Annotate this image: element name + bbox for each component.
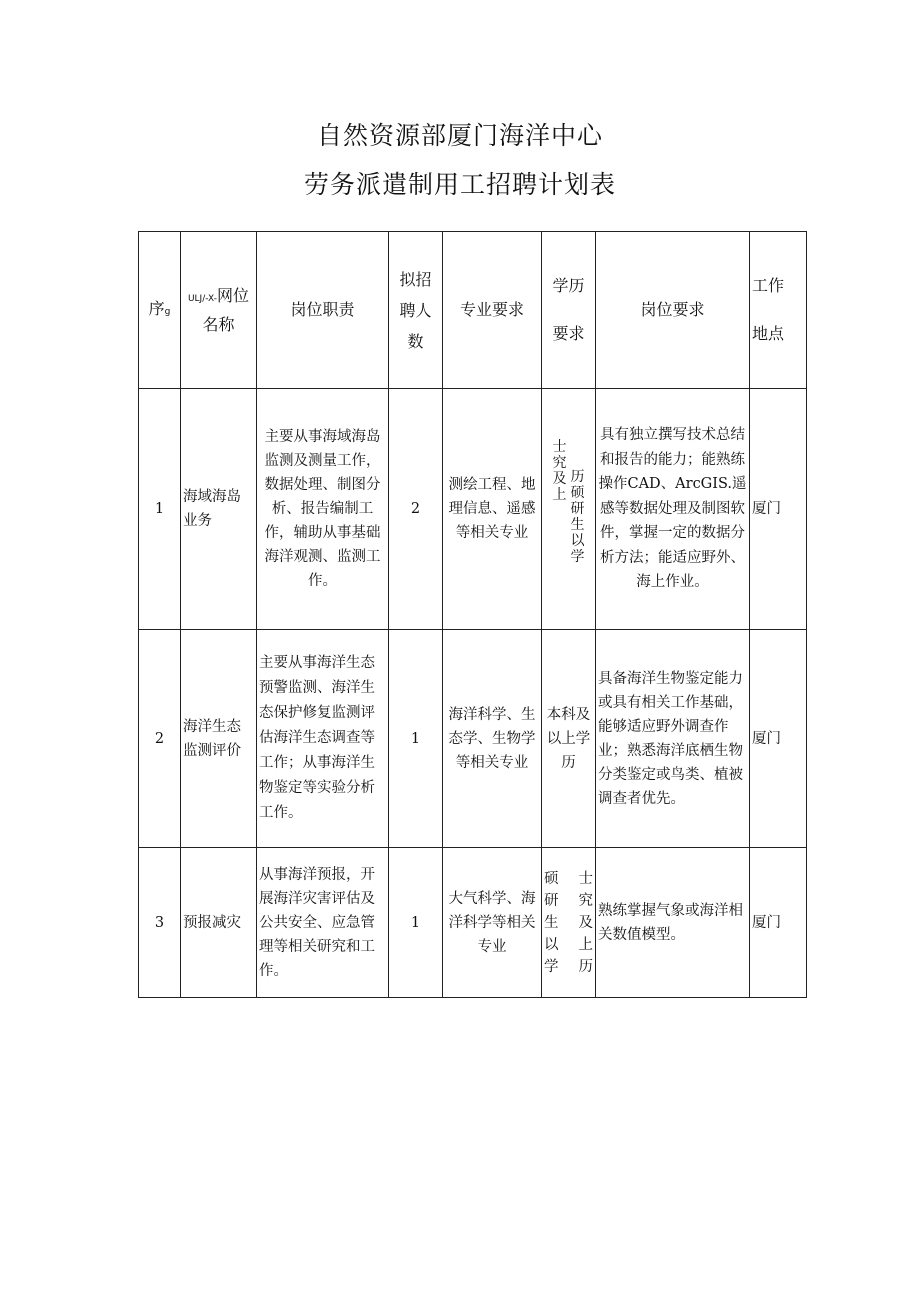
row3-major: 大气科学、海洋科学等相关专业	[443, 848, 542, 998]
row2-seq: 2	[139, 630, 181, 848]
recruitment-plan-table	[138, 231, 807, 998]
row1-major: 测绘工程、地理信息、遥感等相关专业	[443, 389, 542, 630]
page-title: 自然资源部厦门海洋中心	[316, 121, 603, 150]
row2-post: 海洋生态监测评价	[181, 630, 257, 848]
header-seq	[139, 232, 181, 389]
row1-edu-char: 历	[570, 469, 585, 485]
table-row	[139, 389, 807, 630]
row3-req: 熟练掌握气象或海洋相关数值模型。	[596, 848, 750, 998]
row1-edu-col-b	[571, 469, 585, 565]
row3-edu-line: 以 上	[544, 936, 593, 953]
table-row	[139, 848, 807, 998]
header-count	[389, 232, 443, 389]
row1-edu-char: 究	[552, 455, 567, 471]
header-loc-line2: 地点	[752, 324, 785, 343]
header-major: 专业要求	[443, 232, 542, 389]
row1-seq: 1	[139, 389, 181, 630]
header-count-line2: 聘人	[399, 300, 432, 320]
row3-edu-line: 硕 士	[544, 870, 593, 887]
row2-edu: 本科及以上学历	[542, 630, 596, 848]
header-edu-line2: 要求	[552, 324, 585, 343]
row1-edu-char: 研	[570, 501, 585, 517]
row3-edu	[542, 848, 596, 998]
row1-edu-char: 及	[552, 471, 567, 487]
row1-edu-char: 士	[552, 439, 567, 455]
row3-count: 1	[389, 848, 443, 998]
header-row	[139, 232, 807, 389]
row3-duty: 从事海洋预报，开展海洋灾害评估及公共安全、应急管理等相关研究和工作。	[257, 848, 389, 998]
row1-req: 具有独立撰写技术总结和报告的能力；能熟练操作CAD、ArcGIS.遥感等数据处理及制图软件，掌握一定的数据分析方法；能适应野外、海上作业。	[596, 389, 750, 630]
header-post-mark: ULJ/-X-	[187, 293, 218, 304]
header-post-line1: 网位	[217, 285, 250, 305]
row1-edu-char: 学	[570, 549, 585, 565]
header-loc	[750, 232, 807, 389]
table-row	[139, 630, 807, 848]
row2-count: 1	[389, 630, 443, 848]
row1-edu-char: 上	[552, 487, 567, 503]
row3-post: 预报减灾	[181, 848, 257, 998]
row3-seq: 3	[139, 848, 181, 998]
row2-loc: 厦门	[750, 630, 807, 848]
row1-edu-char: 硕	[570, 485, 585, 501]
row1-count: 2	[389, 389, 443, 630]
row1-edu-col-a	[553, 439, 567, 565]
header-duty: 岗位职责	[257, 232, 389, 389]
row2-major: 海洋科学、生态学、生物学等相关专业	[443, 630, 542, 848]
row3-edu-line: 学历	[544, 958, 593, 975]
row2-req: 具备海洋生物鉴定能力或具有相关工作基础，能够适应野外调查作业；熟悉海洋底栖生物分类鉴定或鸟类、植被调查者优先。	[596, 630, 750, 848]
header-count-line1: 拟招	[399, 269, 432, 289]
header-count-line3: 数	[407, 331, 424, 351]
row1-edu-char: 以	[570, 533, 585, 549]
header-req: 岗位要求	[596, 232, 750, 389]
row1-loc: 厦门	[750, 389, 807, 630]
header-post-line2: 名称	[202, 314, 235, 334]
row3-edu-line: 研 究	[544, 892, 593, 909]
header-seq-label: 序	[148, 298, 165, 318]
header-seq-mark: g	[164, 306, 171, 317]
row1-post: 海域海岛业务	[181, 389, 257, 630]
header-loc-line1: 工作	[752, 276, 785, 295]
row3-loc: 厦门	[750, 848, 807, 998]
header-edu-line1: 学历	[552, 276, 585, 295]
row1-duty: 主要从事海域海岛监测及测量工作，数据处理、制图分析、报告编制工作，辅助从事基础海洋观测、监测工作。	[257, 389, 389, 630]
row3-edu-line: 生 及	[544, 914, 593, 931]
row2-duty: 主要从事海洋生态预警监测、海洋生态保护修复监测评估海洋生态调查等工作；从事海洋生物鉴定等实验分析工作。	[257, 630, 389, 848]
row1-edu	[542, 389, 596, 630]
page-subtitle: 劳务派遣制用工招聘计划表	[303, 170, 616, 199]
header-edu	[542, 232, 596, 389]
header-post	[181, 232, 257, 389]
row1-edu-char: 生	[570, 517, 585, 533]
